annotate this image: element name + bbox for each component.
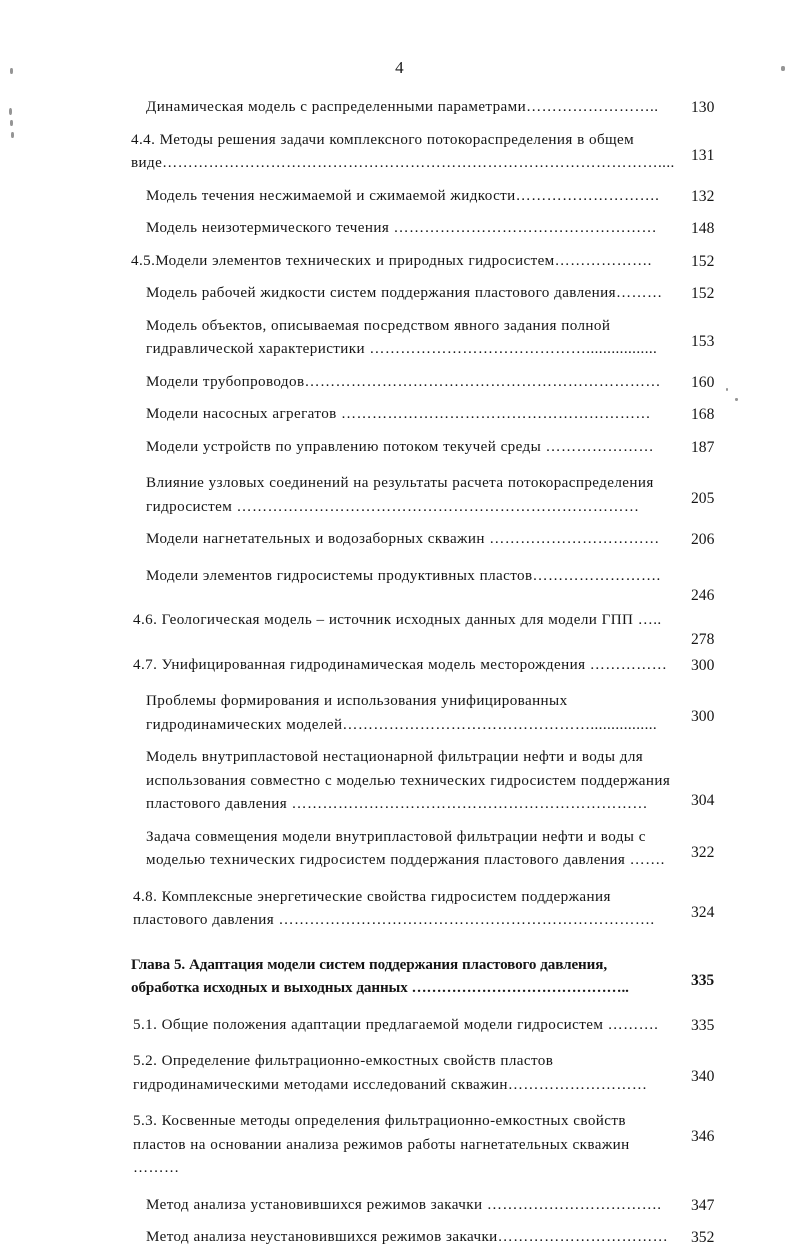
toc-entry-title: Динамическая модель с распределенными параметрами…………………….. — [146, 99, 659, 115]
toc-entry-page: 152 — [691, 285, 715, 302]
toc-entry[interactable] — [0, 1110, 799, 1181]
toc-entry-title: Влияние узловых соединений на результаты расчета потокораспределения гидросистем …………………………………………………………………… — [146, 475, 654, 515]
toc-entry-page: 300 — [691, 656, 715, 674]
toc-entry[interactable] — [0, 654, 799, 678]
toc-entry-page: 187 — [691, 438, 715, 456]
toc-entry-page: 322 — [691, 843, 715, 861]
toc-entry-page: 168 — [691, 406, 715, 423]
toc-entry[interactable] — [0, 565, 799, 604]
toc-entry-title: Модели трубопроводов…………………………………………………………… — [146, 373, 661, 390]
toc-entry-title: Проблемы формирования и использования унифицированных гидродинамических моделей…………………………………………................ — [146, 693, 658, 733]
toc-entry-title: Метод анализа установившихся режимов закачки ……………………………. — [146, 1196, 662, 1213]
toc-entry-title: Модель течения несжимаемой и сжимаемой жидкости………………………. — [146, 187, 660, 204]
page-number-folio: 4 — [395, 58, 404, 77]
toc-entry-title: Модель внутрипластовой нестационарной фильтрации нефти и воды для использования совместно с моделью технических гидросистем поддержания пластового давления …………………………………………………………… — [146, 749, 671, 812]
toc-entry[interactable] — [0, 472, 799, 519]
toc-entry-title: Глава 5. Адаптация модели систем поддержания пластового давления, обработка исходных и выходных данных …………………………………….. — [131, 956, 629, 996]
toc-entry-page: 152 — [691, 252, 715, 270]
toc-entry[interactable] — [0, 282, 799, 306]
toc-entry-page: 148 — [691, 220, 715, 237]
toc-entry-title: Модель рабочей жидкости систем поддержания пластового давления……… — [146, 285, 663, 301]
toc-entry-title: Модели нагнетательных и водозаборных скважин …………………………… — [146, 531, 660, 547]
toc-entry-page: 131 — [691, 146, 715, 164]
toc-entry-page: 335 — [691, 971, 715, 989]
toc-entry-title: 4.6. Геологическая модель – источник исходных данных для модели ГПП ….. — [133, 612, 662, 628]
toc-entry-title: Модели элементов гидросистемы продуктивных пластов……………………. — [146, 567, 661, 584]
toc-entry[interactable] — [0, 371, 799, 395]
toc-entry-title: 5.3. Косвенные методы определения фильтрационно-емкостных свойств пластов на основании анализа режимов работы нагнетательных скважин ……… — [133, 1113, 630, 1176]
toc-entry[interactable] — [0, 129, 799, 176]
toc-entry-page: 278 — [691, 631, 715, 648]
toc-entry-title: 4.8. Комплексные энергетические свойства гидросистем поддержания пластового давления ………………………………………………………………. — [133, 888, 655, 928]
toc-entry[interactable] — [0, 528, 799, 552]
toc-entry-title: Модель объектов, описываемая посредством явного задания полной гидравлической характеристики ……………………………………................. — [146, 317, 658, 357]
toc-entry[interactable] — [0, 1226, 799, 1250]
table-of-contents — [0, 96, 799, 1259]
toc-entry[interactable] — [0, 1014, 799, 1038]
toc-entry-page: 324 — [691, 903, 715, 921]
toc-entry-title: 4.4. Методы решения задачи комплексного потокораспределения в общем виде…………………………………………………………………………………….... — [131, 131, 675, 171]
toc-entry-title: 4.5.Модели элементов технических и природных гидросистем………………. — [131, 252, 652, 269]
toc-entry-page: 300 — [691, 708, 715, 725]
toc-entry-page: 347 — [691, 1196, 715, 1214]
toc-entry[interactable] — [0, 185, 799, 209]
toc-entry[interactable] — [0, 690, 799, 737]
toc-entry[interactable] — [0, 1194, 799, 1218]
toc-entry-chapter-heading[interactable] — [0, 954, 799, 1001]
toc-entry[interactable] — [0, 746, 799, 817]
toc-entry-page: 132 — [691, 187, 715, 205]
toc-entry[interactable] — [0, 1050, 799, 1097]
toc-entry-page: 153 — [691, 332, 715, 350]
toc-entry-page: 335 — [691, 1016, 715, 1034]
toc-entry-page: 246 — [691, 586, 715, 604]
toc-entry-title: Задача совмещения модели внутрипластовой фильтрации нефти и воды с моделью технических гидросистем поддержания пластового давления ……. — [146, 828, 665, 868]
toc-entry-title: 5.2. Определение фильтрационно-емкостных свойств пластов гидродинамическими методами исследований скважин……………………… — [133, 1053, 648, 1093]
toc-entry-page: 206 — [691, 531, 715, 548]
toc-entry[interactable] — [0, 403, 799, 427]
toc-entry[interactable] — [0, 436, 799, 460]
toc-entry-title: 4.7. Унифицированная гидродинамическая модель месторождения …………… — [133, 656, 668, 673]
toc-entry-page: 352 — [691, 1229, 715, 1246]
toc-entry-page: 340 — [691, 1068, 715, 1085]
toc-entry-page: 205 — [691, 490, 715, 507]
toc-entry-title: Модель неизотермического течения …………………………………………… — [146, 220, 657, 236]
toc-entry-title: 5.1. Общие положения адаптации предлагаемой модели гидросистем ………. — [133, 1016, 659, 1033]
toc-entry[interactable] — [0, 96, 799, 120]
toc-entry-title: Модели насосных агрегатов …………………………………………………… — [146, 406, 651, 422]
toc-entry-title: Модели устройств по управлению потоком текучей среды ………………… — [146, 438, 654, 455]
toc-entry[interactable] — [0, 315, 799, 362]
toc-entry-page: 160 — [691, 373, 715, 391]
toc-entry-page: 304 — [691, 792, 715, 809]
toc-entry[interactable] — [0, 826, 799, 873]
toc-entry-page: 346 — [691, 1128, 715, 1145]
toc-entry[interactable] — [0, 609, 799, 648]
toc-entry[interactable] — [0, 250, 799, 274]
toc-entry[interactable] — [0, 886, 799, 933]
toc-entry-title: Метод анализа неустановившихся режимов закачки…………………………… — [146, 1229, 669, 1245]
toc-entry[interactable] — [0, 217, 799, 241]
toc-entry-page: 130 — [691, 99, 715, 116]
